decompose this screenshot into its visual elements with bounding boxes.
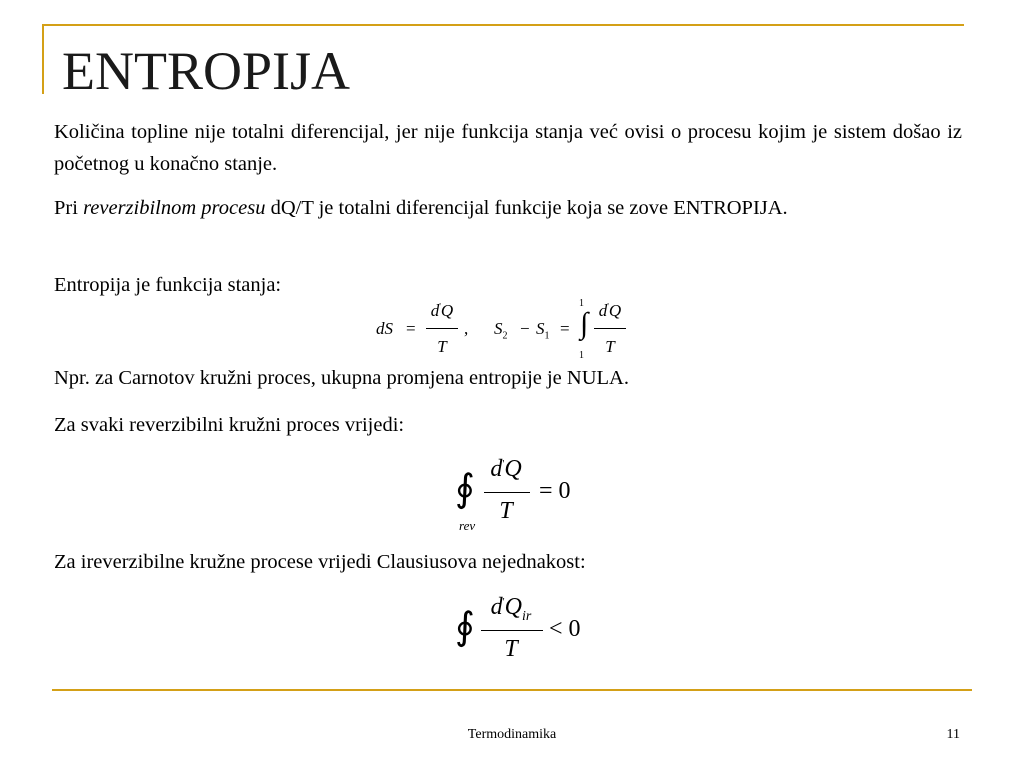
- bottom-rule: [52, 689, 972, 691]
- paragraph-reversible-italic: reverzibilnom procesu: [83, 197, 266, 219]
- formula1-num-d: d: [430, 301, 440, 320]
- top-rule: [42, 24, 964, 26]
- footer-title: Termodinamika: [467, 727, 557, 742]
- formula1-numerator: [424, 301, 460, 321]
- formula1-s1: $S_1$: [536, 319, 550, 342]
- formula1-equals: =: [406, 319, 416, 338]
- formula3-contour-integral: ∮: [455, 606, 475, 648]
- formula1-denominator-2: T: [605, 337, 615, 356]
- formula2-subscript: rev: [459, 518, 476, 533]
- paragraph-reversible-post: dQ/T je totalni diferencijal funkcije koja se zove ENTROPIJA.: [270, 197, 788, 219]
- left-rule: [42, 24, 44, 94]
- paragraph-heat: Količina topline nije totalni diferencijal, jer nije funkcija stanja već ovisi o procesu kojim je sistem došao iz početnog u konačno stanje.: [54, 121, 962, 175]
- formula1-upper-limit: 1: [579, 298, 584, 309]
- formula1-prime: ': [439, 301, 441, 312]
- formula1-equals-2: =: [560, 319, 570, 338]
- formula-reversible-cycle: [455, 452, 595, 542]
- footer-page-number: 11: [946, 727, 960, 742]
- formula3-denominator: T: [504, 636, 518, 662]
- formula1-fraction-bar-2: [594, 328, 626, 329]
- paragraph-carnot: Npr. za Carnotov kružni proces, ukupna promjena entropije je NULA.: [54, 367, 629, 389]
- formula1-s2: $S_2$: [494, 319, 508, 342]
- formula-clausius-inequality: [455, 590, 605, 670]
- formula1-minus: −: [520, 319, 530, 338]
- formula1-integral-sign: ∫: [580, 307, 589, 340]
- paragraph-reversible: [54, 192, 962, 224]
- paragraph-clausius: Za ireverzibilne kružne procese vrijedi Clausiusova nejednakost:: [54, 551, 586, 573]
- formula2-contour-integral: ∮: [455, 468, 475, 510]
- paragraph-reversible-pre: Pri: [54, 197, 78, 219]
- formula2-fraction-bar: [484, 492, 530, 493]
- slide-title: ENTROPIJA: [62, 41, 351, 101]
- formula2-denominator: T: [499, 498, 513, 524]
- formula2-numerator: d'Q: [490, 456, 522, 482]
- formula1-lhs: dS: [376, 319, 393, 338]
- formula1-denominator: T: [437, 337, 447, 356]
- formula1-comma: ,: [464, 319, 469, 338]
- formula1-fraction-bar: [426, 328, 458, 329]
- paragraph-reversible-cycle: Za svaki reverzibilni kružni proces vrijedi:: [54, 414, 405, 436]
- paragraph-state-function: Entropija je funkcija stanja:: [54, 274, 282, 296]
- formula1-num-q: Q: [440, 301, 454, 320]
- formula2-relation: = 0: [539, 478, 571, 504]
- formula3-numerator: $d'Q_{ir}$: [490, 594, 532, 624]
- formula3-relation: < 0: [549, 616, 581, 642]
- formula3-fraction-bar: [481, 630, 543, 631]
- formula1-lower-limit: 1: [579, 350, 584, 361]
- formula1-numerator-2: d'Q: [598, 301, 622, 320]
- formula-entropy-definition: [376, 300, 646, 370]
